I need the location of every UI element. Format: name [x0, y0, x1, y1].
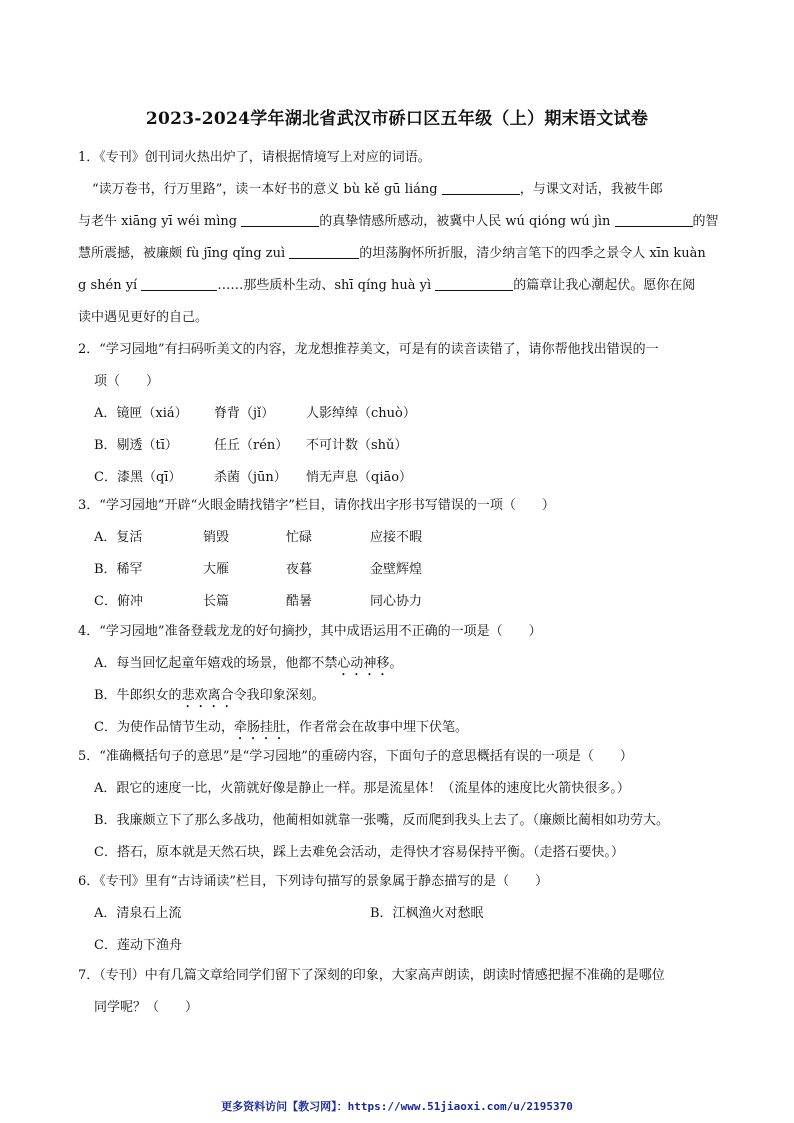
- option-item: B．剔透（tī）: [94, 438, 178, 453]
- option-item: 人影绰绰（chuò）: [306, 406, 416, 421]
- text-segment: C．为使作品情节生动，: [94, 720, 234, 735]
- option-c[interactable]: C．搭石，原本就是天然石块，踩上去难免会活动，走得快才容易保持平衡。（走搭石要快。）: [94, 845, 624, 860]
- option-item: 夜暮: [286, 562, 313, 577]
- text-segment: B．牛郎织女的: [94, 688, 182, 703]
- option-item: A．复活: [94, 530, 143, 545]
- option-item: 长篇: [203, 594, 230, 609]
- question-2-stem: 2．“学习园地”有扫码听美文的内容，龙龙想推荐美文，可是有的读音读错了，请你帮他找出错误的一: [78, 342, 659, 357]
- option-item: 酷暑: [286, 594, 313, 609]
- option-a[interactable]: A．跟它的速度一比，火箭就好像是静止一样。那是流星体！（流星体的速度比火箭快很多。）: [94, 781, 630, 796]
- question-1-line: [92, 178, 663, 197]
- answer-blank[interactable]: [241, 214, 319, 227]
- text-segment: 的智: [692, 214, 719, 229]
- option-item: 大雁: [203, 562, 230, 577]
- answer-blank[interactable]: [615, 214, 693, 227]
- text-segment: 与老牛 xiāng yī wéi mìng: [78, 214, 242, 229]
- option-c[interactable]: [94, 716, 468, 743]
- option-item: 脊背（jǐ）: [214, 406, 275, 421]
- option-item: 销毁: [203, 530, 230, 545]
- option-item: C．漆黑（qī）: [94, 470, 182, 485]
- emphasized-idiom: 悲欢离合: [181, 688, 234, 703]
- answer-blank[interactable]: [435, 278, 513, 291]
- text-segment: “读万卷书，行万里路”，读一本好书的意义 bù kě gū liáng: [92, 182, 442, 197]
- text-segment: A．每当回忆起童年嬉戏的场景，他都不禁: [94, 656, 338, 671]
- question-7-stem-cont: 同学呢？（ ）: [94, 1000, 199, 1015]
- text-segment: g shén yí: [78, 278, 142, 293]
- answer-blank[interactable]: [141, 278, 217, 291]
- question-1-line: [78, 210, 719, 229]
- option-item: 悄无声息（qiāo）: [306, 470, 413, 485]
- answer-blank[interactable]: [289, 246, 359, 259]
- option-item: 同心协力: [370, 594, 423, 609]
- question-5-stem: 5．“准确概括句子的意思”是“学习园地”的重磅内容，下面句子的意思概括有误的一项是（ ）: [78, 749, 633, 764]
- option-item: 忙碌: [286, 530, 313, 545]
- option-item: B．稀罕: [94, 562, 143, 577]
- option-b[interactable]: [94, 684, 325, 711]
- question-7-stem: 7．（专刊）中有几篇文章给同学们留下了深刻的印象，大家高声朗读，朗读时情感把握不准确的是哪位: [78, 968, 665, 983]
- question-1-line: [78, 242, 706, 261]
- exam-title: 2023-2024学年湖北省武汉市硚口区五年级（上）期末语文试卷: [145, 109, 649, 129]
- text-segment: ，作者常会在故事中埋下伏笔。: [285, 720, 468, 735]
- text-segment: 的篇章让我心潮起伏。愿你在阅: [513, 278, 696, 293]
- option-b[interactable]: B．我廉颇立下了那么多战功，他蔺相如就靠一张嘴，反而爬到我头上去了。（廉颇比蔺相如功劳大。: [94, 813, 670, 828]
- option-item: 杀菌（jūn）: [214, 470, 287, 485]
- option-item: A．镜匣（xiá）: [94, 406, 188, 421]
- question-6-stem: 6．《专刊》里有“古诗诵读”栏目，下列诗句描写的景象属于静态描写的是（ ）: [78, 874, 549, 889]
- emphasized-idiom: 心动神移: [337, 656, 390, 671]
- footer-link[interactable]: 更多资料访问【教习网】：https://www.51jiaoxi.com/u/2195370: [221, 1100, 573, 1113]
- option-a[interactable]: [94, 652, 402, 679]
- option-b[interactable]: B．江枫渔火对愁眠: [370, 906, 484, 921]
- option-item: 金壁辉煌: [370, 562, 423, 577]
- emphasized-idiom: 牵肠挂肚: [233, 720, 286, 735]
- question-2-stem-cont: 项（ ）: [94, 374, 160, 389]
- option-a[interactable]: A．清泉石上流: [94, 906, 182, 921]
- text-segment: 令我印象深刻。: [233, 688, 325, 703]
- option-item: 任丘（rén）: [214, 438, 289, 453]
- text-segment: 慧所震撼，被廉颇 fù jīng qǐng zuì: [78, 246, 290, 261]
- question-1-stem: 1．《专刊》创刊词火热出炉了，请根据情境写上对应的词语。: [78, 150, 431, 165]
- text-segment: ……那些质朴生动、shī qíng huà yì: [217, 278, 436, 293]
- text-segment: 的坦荡胸怀所折服，清少纳言笔下的四季之景令人 xīn kuàn: [359, 246, 706, 261]
- option-item: 应接不暇: [370, 530, 423, 545]
- option-item: C．俯冲: [94, 594, 143, 609]
- question-3-stem: 3．“学习园地”开辟“火眼金睛找错字”栏目，请你找出字形书写错误的一项（ ）: [78, 498, 555, 513]
- question-1-line: [78, 274, 695, 293]
- text-segment: 的真挚情感所感动，被冀中人民 wú qióng wú jìn: [319, 214, 615, 229]
- question-4-stem: 4．“学习园地”准备登载龙龙的好句摘抄，其中成语运用不正确的一项是（ ）: [78, 624, 542, 639]
- text-segment: 。: [389, 656, 403, 671]
- text-segment: ，与课文对话，我被牛郎: [519, 182, 663, 197]
- answer-blank[interactable]: [442, 182, 520, 195]
- option-c[interactable]: C．莲动下渔舟: [94, 938, 182, 953]
- question-1-line: 读中遇见更好的自己。: [78, 310, 209, 325]
- option-item: 不可计数（shǔ）: [306, 438, 408, 453]
